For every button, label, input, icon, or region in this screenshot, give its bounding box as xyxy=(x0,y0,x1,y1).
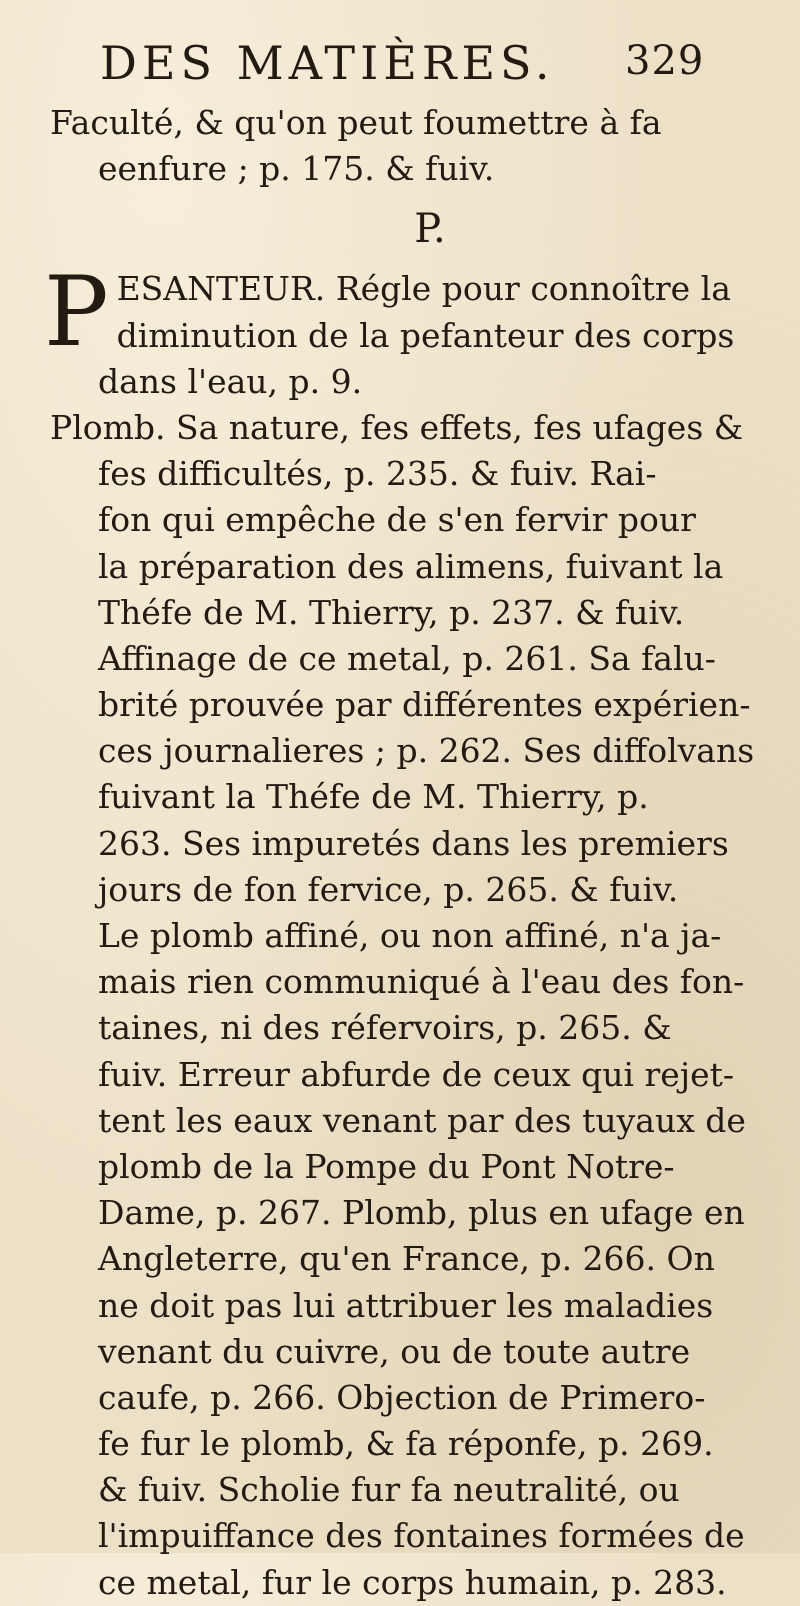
text-line: caufe, p. 266. Objection de Primero- xyxy=(98,1377,706,1417)
text-line: eenfure ; p. 175. & fuiv. xyxy=(98,149,495,189)
text-line: taines, ni des réfervoirs, p. 265. & xyxy=(98,1008,672,1048)
text-line: brité prouvée par différentes expérien- xyxy=(98,685,751,725)
text-line: tent les eaux venant par des tuyaux de xyxy=(98,1100,746,1140)
text-line: Théfe de M. Thierry, p. 237. & fuiv. xyxy=(98,592,685,632)
text-line: fuiv. Erreur abfurde de ceux qui rejet- xyxy=(98,1054,735,1094)
page-number: 329 xyxy=(625,38,705,84)
text-line: jours de fon fervice, p. 265. & fuiv. xyxy=(98,869,679,909)
text-line: Angleterre, qu'en France, p. 266. On xyxy=(98,1239,715,1279)
text-line: ESANTEUR. Régle pour connoître la xyxy=(116,269,731,309)
text-line: 263. Ses impuretés dans les premiers xyxy=(98,823,729,863)
text-line: diminution de la pefanteur des corps xyxy=(116,315,735,355)
text-line: la préparation des alimens, fuivant la xyxy=(98,546,724,586)
text-line: ne doit pas lui attribuer les maladies xyxy=(98,1285,714,1325)
text-line: l'impuiffance des fontaines formées de xyxy=(98,1516,745,1556)
running-head-title: DES MATIÈRES. xyxy=(100,36,555,90)
text-line: Affinage de ce metal, p. 261. Sa falu- xyxy=(98,638,716,678)
text-line: venant du cuivre, ou de toute autre xyxy=(98,1331,691,1371)
running-head xyxy=(100,36,705,90)
text-line: Le plomb affiné, ou non affiné, n'a ja- xyxy=(98,916,722,955)
text-line: fe fur le plomb, & fa réponfe, p. 269. xyxy=(98,1424,714,1464)
text-line: & fuiv. Scholie fur fa neutralité, ou xyxy=(98,1470,680,1510)
index-text xyxy=(44,100,755,1606)
text-line: ces journalieres ; p. 262. Ses diffolvans xyxy=(98,731,755,771)
text-line: fon qui empêche de s'en fervir pour xyxy=(98,500,696,540)
section-letter: P. xyxy=(414,206,446,253)
text-line: Faculté, & qu'on peut foumettre à fa xyxy=(50,103,662,142)
text-line: plomb de la Pompe du Pont Notre- xyxy=(98,1146,675,1186)
text-line: mais rien communiqué à l'eau des fon- xyxy=(98,962,745,1002)
text-line: Dame, p. 267. Plomb, plus en ufage en xyxy=(98,1193,745,1233)
text-line: fes difficultés, p. 235. & fuiv. Rai- xyxy=(98,454,657,494)
text-line: fuivant la Théfe de M. Thierry, p. xyxy=(98,777,649,817)
index-entry-plomb xyxy=(50,405,755,1606)
text-line: dans l'eau, p. 9. xyxy=(98,361,363,401)
text-line: ce metal, fur le corps humain, p. 283. xyxy=(98,1562,727,1602)
index-entry-pesanteur xyxy=(44,256,750,405)
drop-cap: P xyxy=(44,256,109,369)
text-line: Plomb. Sa nature, fes effets, fes ufages & xyxy=(50,407,744,447)
